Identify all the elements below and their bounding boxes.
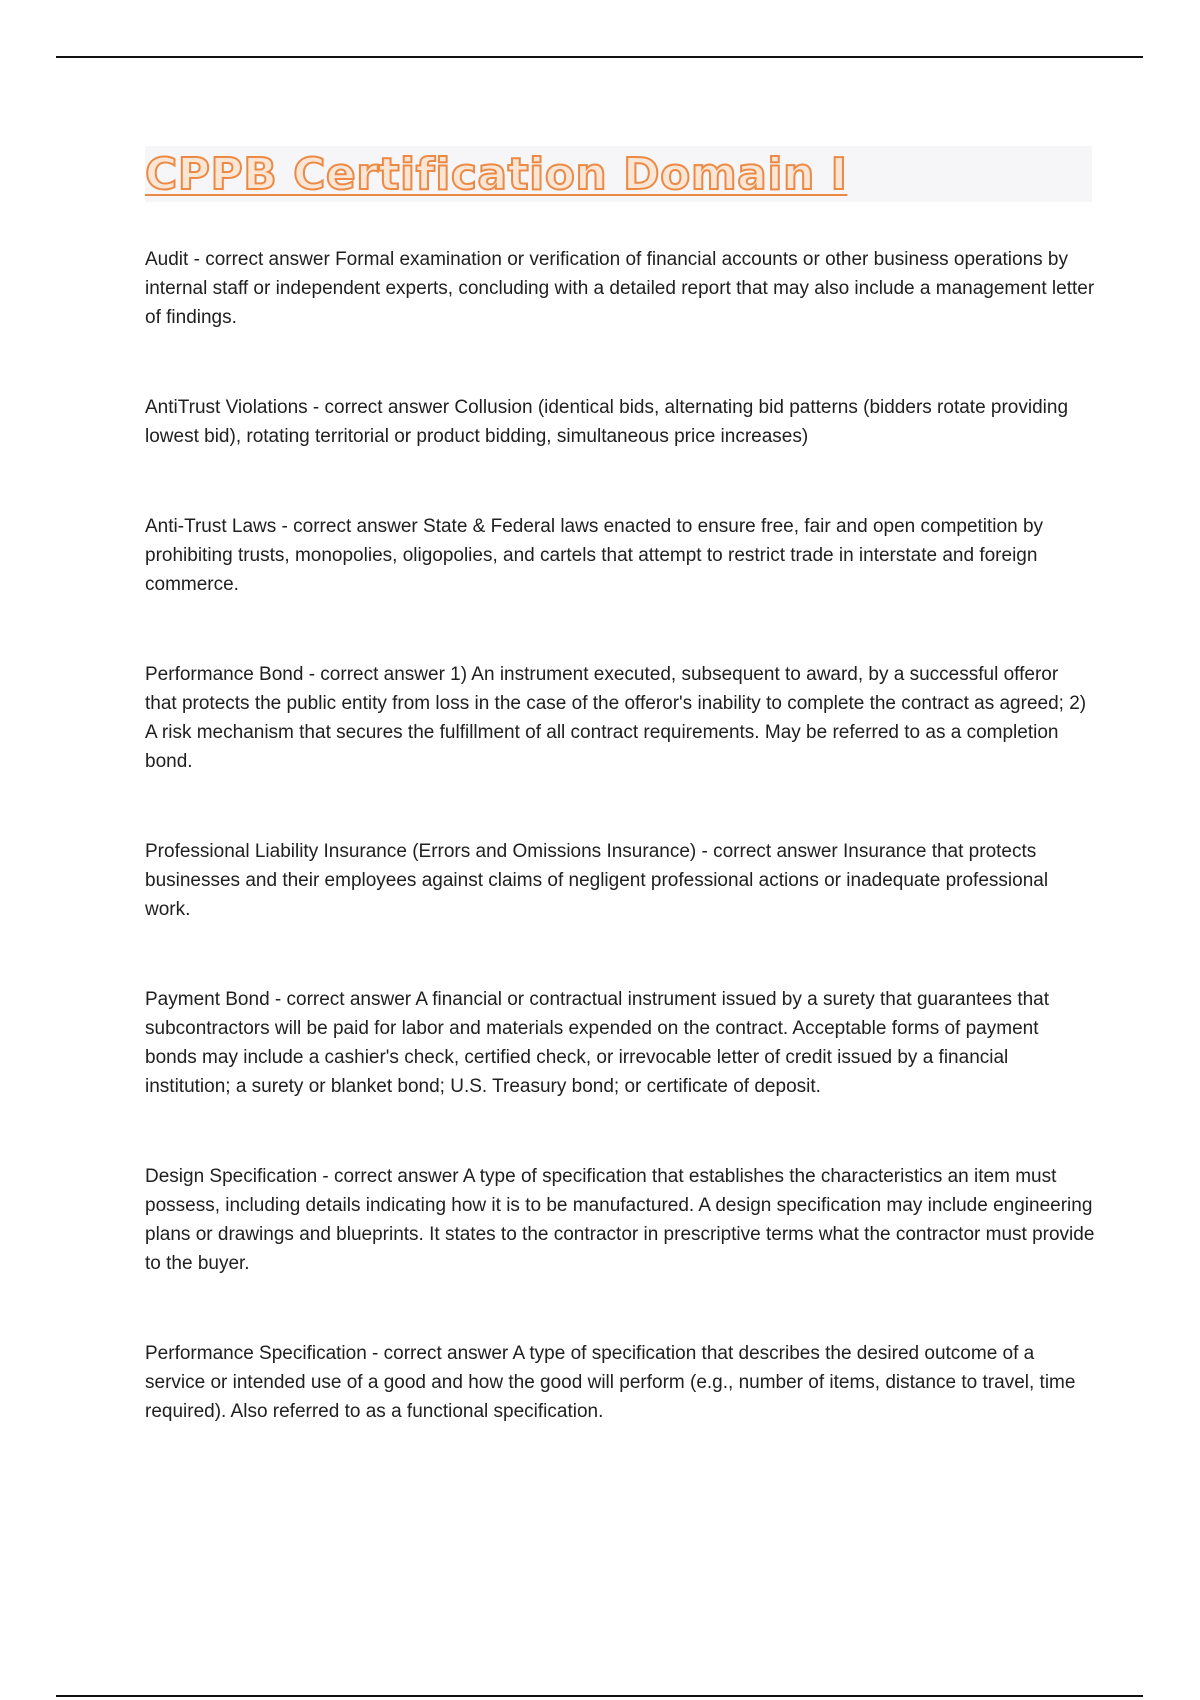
- definition-professional-liability-insurance: Professional Liability Insurance (Errors and Omissions Insurance) - correct answer Insurance that protects businesses and their employees against claims of negligent professional actions or inadequate professional work.: [145, 841, 1049, 920]
- definition-anti-trust-laws: Anti-Trust Laws - correct answer State & Federal laws enacted to ensure free, fair and open competition by prohibiting trusts, monopolies, oligopolies, and cartels that attempt to restrict trade in interstate and foreign commerce.: [145, 516, 1044, 595]
- page-title: CPPB Certification Domain I: [145, 149, 848, 200]
- bottom-rule: [56, 1695, 1143, 1697]
- definition-performance-specification: Performance Specification - correct answer A type of specification that describes the desired outcome of a service or intended use of a good and how the good will perform (e.g., number of items, distance to travel, time required). Also referred to as a functional specification.: [145, 1343, 1076, 1422]
- definition-design-specification: Design Specification - correct answer A type of specification that establishes the characteristics an item must possess, including details indicating how it is to be manufactured. A design specification may include engineering plans or drawings and blueprints. It states to the contractor in prescriptive terms what the contractor must provide to the buyer.: [145, 1166, 1095, 1274]
- definition-list: [145, 245, 1095, 1487]
- definition-performance-bond: Performance Bond - correct answer 1) An instrument executed, subsequent to award, by a successful offeror that protects the public entity from loss in the case of the offeror's inability to complete the contract as agreed; 2) A risk mechanism that secures the fulfillment of all contract requirements. May be referred to as a completion bond.: [145, 664, 1087, 772]
- definition-antitrust-violations: AntiTrust Violations - correct answer Collusion (identical bids, alternating bid patterns (bidders rotate providing lowest bid), rotating territorial or product bidding, simultaneous price increases): [145, 397, 1069, 447]
- definition-audit: Audit - correct answer Formal examination or verification of financial accounts or other business operations by internal staff or independent experts, concluding with a detailed report that may also include a management letter of findings.: [145, 249, 1095, 328]
- top-rule: [56, 56, 1143, 58]
- definition-payment-bond: Payment Bond - correct answer A financial or contractual instrument issued by a surety that guarantees that subcontractors will be paid for labor and materials expended on the contract. Acceptable forms of payment bonds may include a cashier's check, certified check, or irrevocable letter of credit issued by a financial institution; a surety or blanket bond; U.S. Treasury bond; or certificate of deposit.: [145, 989, 1050, 1097]
